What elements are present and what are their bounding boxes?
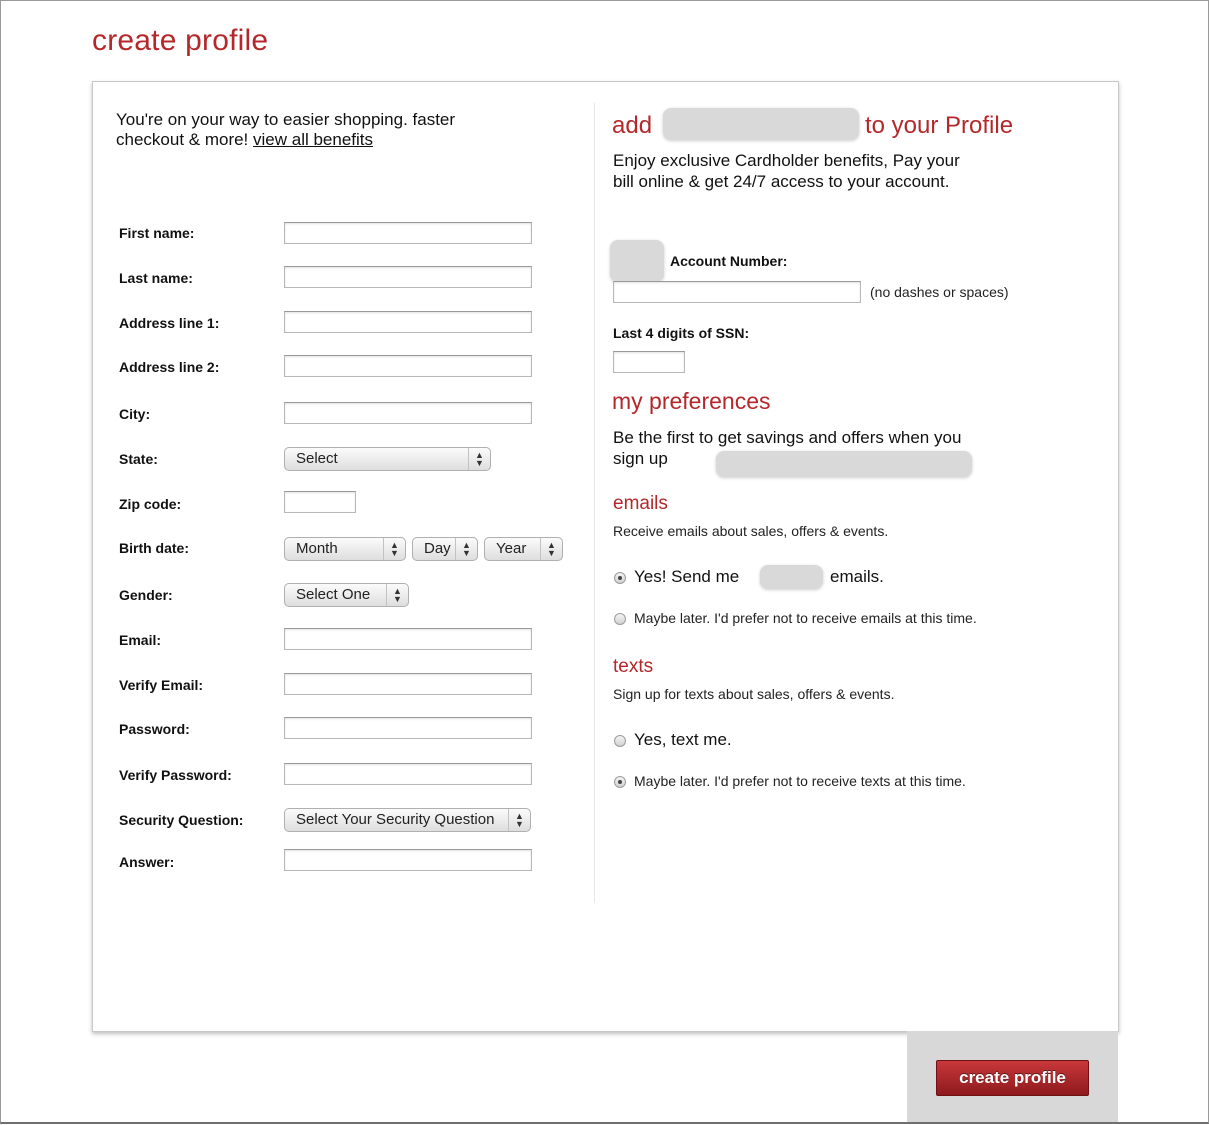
emails-heading: emails: [613, 493, 668, 514]
address-line-1-input[interactable]: [284, 311, 532, 333]
emails-description: Receive emails about sales, offers & events.: [613, 523, 889, 539]
select-arrows-icon: ▲ ▼: [540, 538, 562, 560]
verify-password-label: Verify Password:: [119, 767, 232, 783]
page-title: create profile: [92, 24, 269, 57]
account-number-label: Account Number:: [670, 253, 788, 269]
gender-select-value: Select One: [296, 586, 371, 603]
zip-code-label: Zip code:: [119, 496, 182, 512]
account-number-input[interactable]: [613, 281, 861, 303]
create-profile-button[interactable]: create profile: [936, 1060, 1089, 1096]
preferences-heading: my preferences: [612, 388, 771, 414]
email-input[interactable]: [284, 628, 532, 650]
account-number-hint: (no dashes or spaces): [870, 284, 1009, 300]
redacted-card-logo: [610, 240, 664, 282]
preferences-description: Be the first to get savings and offers when you sign up: [613, 428, 962, 468]
redacted-brand-email: [760, 565, 823, 589]
address-line-2-input[interactable]: [284, 355, 532, 377]
birth-date-label: Birth date:: [119, 540, 189, 556]
zip-code-input[interactable]: [284, 491, 356, 513]
birth-year-value: Year: [496, 540, 527, 557]
birth-month-value: Month: [296, 540, 338, 557]
text-no-label: Maybe later. I'd prefer not to receive texts at this time.: [634, 773, 966, 789]
last-name-label: Last name:: [119, 270, 193, 286]
security-question-select[interactable]: [284, 808, 531, 832]
verify-password-input[interactable]: [284, 763, 532, 785]
gender-select[interactable]: [284, 583, 409, 607]
city-label: City:: [119, 406, 151, 422]
select-arrows-icon: ▲ ▼: [455, 538, 477, 560]
verify-email-label: Verify Email:: [119, 677, 204, 693]
first-name-label: First name:: [119, 225, 195, 241]
state-label: State:: [119, 451, 158, 467]
security-question-value: Select Your Security Question: [296, 811, 495, 828]
select-arrows-icon: ▲ ▼: [386, 584, 408, 606]
email-yes-label-suffix: emails.: [830, 567, 884, 586]
ssn-input[interactable]: [613, 351, 685, 373]
column-divider: [594, 103, 595, 903]
verify-email-input[interactable]: [284, 673, 532, 695]
state-select-value: Select: [296, 450, 338, 467]
password-label: Password:: [119, 721, 190, 737]
card-heading-suffix: to your Profile: [865, 112, 1014, 139]
gender-label: Gender:: [119, 587, 173, 603]
select-arrows-icon: ▲ ▼: [508, 809, 530, 831]
first-name-input[interactable]: [284, 222, 532, 244]
view-all-benefits-link[interactable]: view all benefits: [253, 130, 374, 149]
text-no-radio[interactable]: [614, 776, 626, 788]
texts-heading: texts: [613, 656, 654, 677]
state-select[interactable]: [284, 447, 491, 471]
birth-day-select[interactable]: [412, 537, 478, 561]
card-benefits-text: Enjoy exclusive Cardholder benefits, Pay your bill online & get 24/7 access to your account.: [613, 151, 960, 191]
birth-day-value: Day: [424, 540, 451, 557]
intro-text: [116, 110, 476, 150]
email-no-radio[interactable]: [614, 613, 626, 625]
intro-message: You're on your way to easier shopping. faster checkout & more!: [116, 110, 456, 149]
email-yes-label-prefix: Yes! Send me: [634, 567, 740, 586]
address-line-1-label: Address line 1:: [119, 315, 220, 331]
select-arrows-icon: ▲ ▼: [383, 538, 405, 560]
answer-input[interactable]: [284, 849, 532, 871]
email-no-label: Maybe later. I'd prefer not to receive emails at this time.: [634, 610, 977, 626]
security-question-label: Security Question:: [119, 812, 244, 828]
email-yes-radio[interactable]: [614, 572, 626, 584]
profile-form-card: [92, 81, 1119, 1032]
address-line-2-label: Address line 2:: [119, 359, 220, 375]
birth-year-select[interactable]: [484, 537, 563, 561]
select-arrows-icon: ▲ ▼: [468, 448, 490, 470]
last-name-input[interactable]: [284, 266, 532, 288]
ssn-label: Last 4 digits of SSN:: [613, 325, 750, 341]
card-heading-prefix: add: [612, 112, 653, 139]
texts-description: Sign up for texts about sales, offers & events.: [613, 686, 895, 702]
answer-label: Answer:: [119, 854, 175, 870]
email-label: Email:: [119, 632, 162, 648]
text-yes-radio[interactable]: [614, 735, 626, 747]
redacted-brand-name: [716, 451, 972, 477]
redacted-card-name: [663, 108, 859, 140]
city-input[interactable]: [284, 402, 532, 424]
birth-month-select[interactable]: [284, 537, 406, 561]
password-input[interactable]: [284, 717, 532, 739]
text-yes-label: Yes, text me.: [634, 730, 732, 749]
